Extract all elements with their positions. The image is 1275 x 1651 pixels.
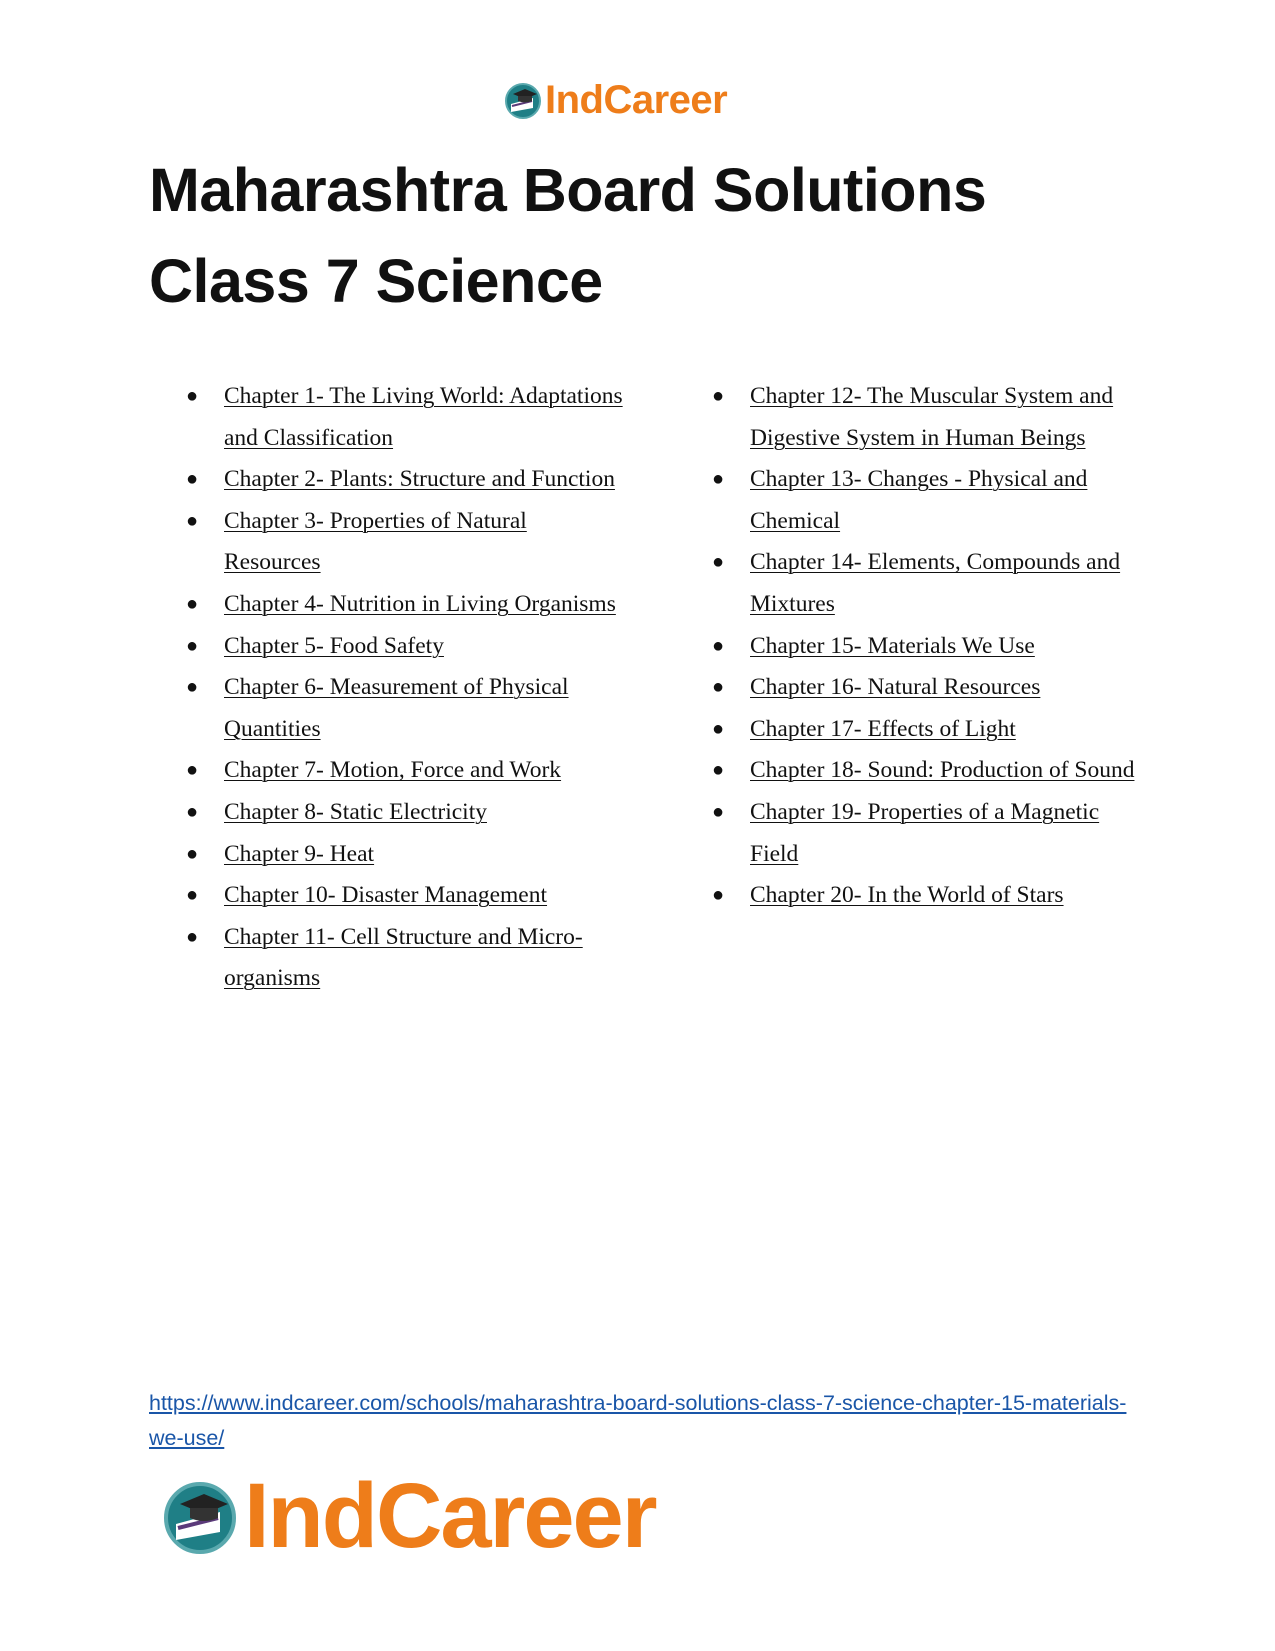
chapter-link[interactable]: Chapter 15- Materials We Use	[750, 632, 1035, 659]
title-line-2: Class 7 Science	[149, 247, 603, 315]
list-item	[712, 376, 1152, 459]
list-item	[712, 667, 1152, 709]
list-item	[186, 875, 626, 917]
list-item	[186, 376, 626, 459]
chapter-link[interactable]: Chapter 1- The Living World: Adaptations and Classification	[224, 383, 623, 451]
list-item	[712, 792, 1152, 875]
chapter-link[interactable]: Chapter 9- Heat	[224, 840, 375, 867]
chapter-link[interactable]: Chapter 11- Cell Structure and Micro-organisms	[224, 923, 583, 992]
chapter-link[interactable]: Chapter 12- The Muscular System and Digestive System in Human Beings	[750, 383, 1114, 451]
brand-wordmark: IndCareer	[545, 78, 728, 122]
list-item	[712, 626, 1152, 668]
list-item	[186, 792, 626, 834]
graduation-cap-globe-icon	[160, 1476, 240, 1556]
list-item	[186, 667, 626, 750]
chapter-link[interactable]: Chapter 16- Natural Resources	[750, 674, 1041, 701]
source-url-link[interactable]: https://www.indcareer.com/schools/maharashtra-board-solutions-class-7-science-chapter-15-materials-we-use/	[149, 1391, 1127, 1450]
bullet: ●	[186, 509, 199, 532]
indcareer-logo-top	[503, 80, 727, 120]
bullet: ●	[186, 676, 199, 699]
chapter-link[interactable]: Chapter 3- Properties of Natural Resources	[224, 507, 527, 576]
list-item	[712, 875, 1152, 917]
bullet: ●	[712, 759, 725, 782]
chapter-link[interactable]: Chapter 20- In the World of Stars	[750, 882, 1064, 909]
bullet: ●	[186, 842, 199, 865]
bullet: ●	[712, 800, 725, 823]
list-item	[712, 542, 1152, 625]
indcareer-logo-bottom	[160, 1465, 656, 1567]
chapter-link[interactable]: Chapter 6- Measurement of Physical Quantities	[224, 674, 569, 742]
bullet: ●	[712, 634, 725, 657]
bullet: ●	[186, 925, 199, 948]
page-title	[149, 145, 986, 327]
title-line-1: Maharashtra Board Solutions	[149, 156, 987, 224]
list-item	[186, 917, 626, 1000]
chapter-link[interactable]: Chapter 2- Plants: Structure and Function	[224, 466, 615, 493]
bullet: ●	[186, 385, 199, 407]
list-item	[186, 584, 626, 626]
bullet: ●	[186, 592, 199, 615]
chapter-link[interactable]: Chapter 7- Motion, Force and Work	[224, 757, 562, 784]
chapter-link[interactable]: Chapter 5- Food Safety	[224, 632, 444, 659]
chapter-list-right	[712, 376, 1152, 917]
list-item	[712, 750, 1152, 792]
bullet: ●	[712, 385, 725, 407]
list-item	[186, 834, 626, 876]
chapter-link[interactable]: Chapter 18- Sound: Production of Sound	[750, 757, 1135, 784]
chapter-link[interactable]: Chapter 19- Properties of a Magnetic Field	[750, 798, 1100, 867]
bullet: ●	[712, 551, 725, 574]
chapter-link[interactable]: Chapter 8- Static Electricity	[224, 798, 487, 825]
list-item	[712, 459, 1152, 542]
chapter-link[interactable]: Chapter 14- Elements, Compounds and Mixtures	[750, 549, 1121, 617]
bullet: ●	[712, 717, 725, 740]
list-item	[712, 709, 1152, 751]
chapter-link[interactable]: Chapter 17- Effects of Light	[750, 715, 1016, 742]
chapter-link[interactable]: Chapter 13- Changes - Physical and Chemical	[750, 466, 1088, 534]
list-item	[186, 501, 626, 584]
graduation-cap-globe-icon	[503, 80, 543, 120]
brand-wordmark: IndCareer	[244, 1465, 656, 1567]
list-item	[186, 459, 626, 501]
list-item	[186, 626, 626, 668]
bullet: ●	[186, 800, 199, 823]
bullet: ●	[712, 468, 725, 491]
list-item	[186, 750, 626, 792]
chapter-link[interactable]: Chapter 10- Disaster Management	[224, 882, 548, 909]
bullet: ●	[712, 884, 725, 907]
chapter-list-left	[186, 376, 626, 1000]
bullet: ●	[186, 468, 199, 491]
bullet: ●	[186, 759, 199, 782]
chapter-link[interactable]: Chapter 4- Nutrition in Living Organisms	[224, 590, 616, 617]
bullet: ●	[186, 884, 199, 907]
bullet: ●	[186, 634, 199, 657]
bullet: ●	[712, 676, 725, 699]
